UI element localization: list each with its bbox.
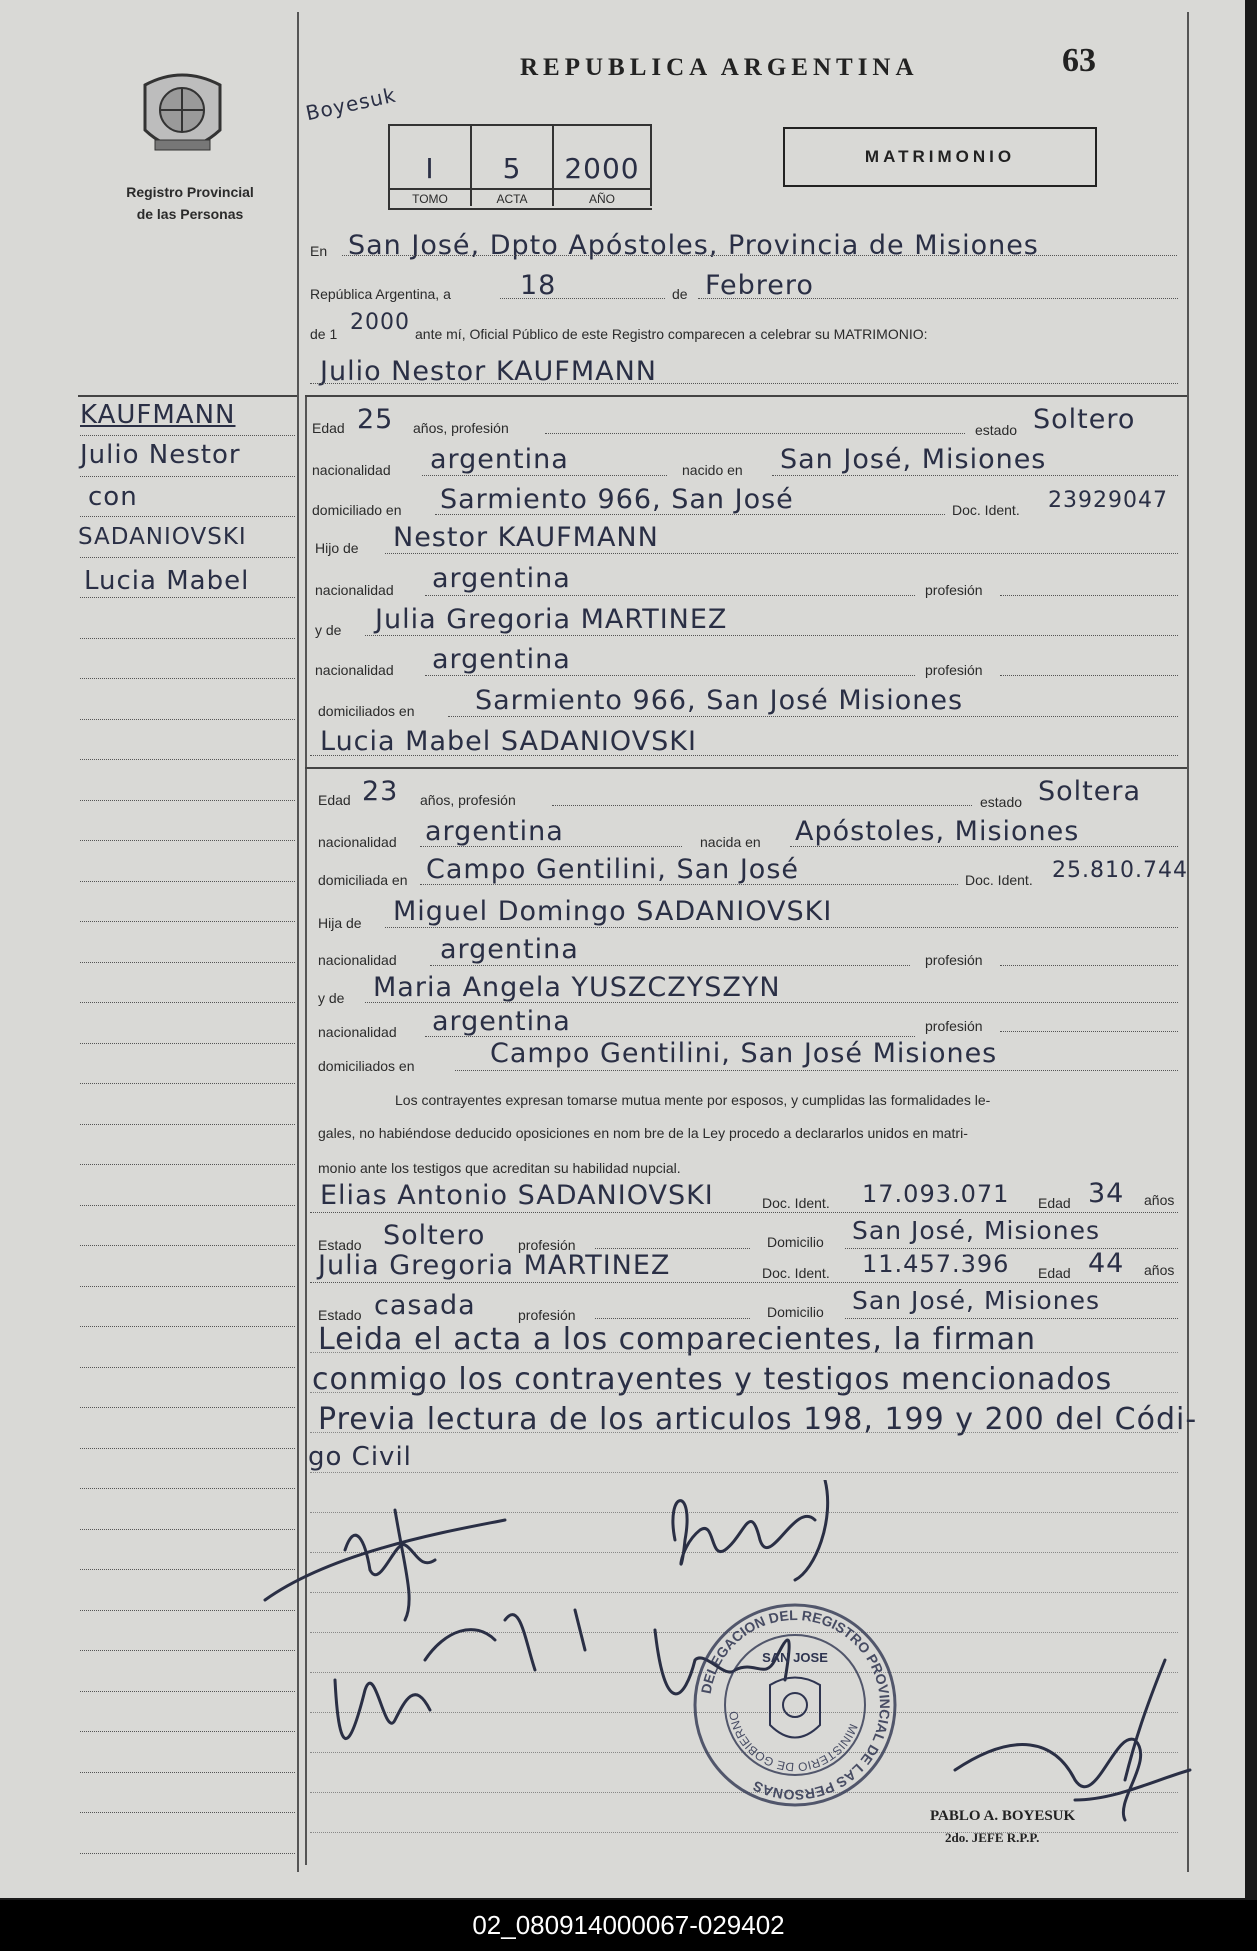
witness1-dom-label: Domicilio [767, 1234, 824, 1250]
tomo-cell [390, 126, 472, 206]
groom-father-prof-label: profesión [925, 582, 983, 598]
margin-rule [80, 476, 295, 477]
bride-parents-dom: Campo Gentilini, San José Misiones [490, 1038, 998, 1069]
groom-mother-nac: argentina [432, 644, 571, 675]
groom-estado-label: estado [975, 422, 1018, 438]
ano-value: 2000 [564, 152, 640, 185]
signature-rule [310, 1472, 1178, 1473]
bride-edad-label: Edad [318, 792, 351, 808]
official-stamp [690, 1600, 900, 1810]
margin-rule [80, 1205, 295, 1206]
place-value: San José, Dpto Apóstoles, Provincia de Misiones [348, 230, 1039, 261]
witness1-name: Elias Antonio SADANIOVSKI [320, 1180, 714, 1211]
registry-name: Registro Provincial [126, 184, 254, 200]
year-value: 2000 [350, 310, 410, 335]
groom-father-nac: argentina [432, 563, 571, 594]
groom-nacionalidad: argentina [430, 444, 569, 475]
ano-cell [554, 126, 652, 206]
margin-rule [80, 1245, 295, 1246]
margin-rule [80, 719, 295, 720]
signature-witness-1 [335, 1610, 585, 1739]
margin-rule [80, 1326, 295, 1327]
legal-line-1: Los contrayentes expresan tomarse mutua mente por esposos, y cumplidas las formalidades le- [395, 1092, 991, 1108]
tomo-value: I [425, 152, 435, 185]
witness1-edad: 34 [1088, 1178, 1125, 1209]
bride-domicilio: Campo Gentilini, San José [426, 854, 799, 885]
bride-mother-nac: argentina [432, 1006, 571, 1037]
corner-note: Boyesuk [303, 82, 399, 126]
margin-rule [80, 1083, 295, 1084]
groom-mother: Julia Gregoria MARTINEZ [375, 604, 728, 635]
closing-line-4: go Civil [308, 1442, 412, 1472]
record-type-box: MATRIMONIO [783, 127, 1097, 187]
republica-label: República Argentina, a [310, 286, 451, 302]
witness2-edad-label: Edad [1038, 1265, 1071, 1281]
margin-rule [80, 597, 295, 598]
signature-groom [265, 1510, 505, 1620]
margin-rule [80, 435, 295, 436]
closing-line-2: conmigo los contrayentes y testigos mencionados [312, 1362, 1113, 1397]
groom-dom-label: domiciliado en [312, 502, 402, 518]
groom-father: Nestor KAUFMANN [393, 522, 659, 553]
month-de-label: de [672, 286, 688, 302]
margin-rule [80, 881, 295, 882]
groom-doc-label: Doc. Ident. [952, 502, 1020, 518]
stamp-ring-text: DELEGACION DEL REGISTRO PROVINCIAL DE LAS PERSONAS [697, 1606, 894, 1804]
acta-value: 5 [502, 152, 522, 185]
closing-line-3: Previa lectura de los articulos 198, 199 y 200 del Códi- [318, 1402, 1198, 1437]
groom-mother-prof-label: profesión [925, 662, 983, 678]
witness2-dom: San José, Misiones [852, 1286, 1100, 1315]
margin-rule [80, 840, 295, 841]
margin-rule [80, 921, 295, 922]
groom-parents-dom: Sarmiento 966, San José Misiones [475, 685, 964, 716]
page-number: 63 [1062, 42, 1096, 79]
coat-of-arms-emblem [135, 65, 230, 165]
groom-name: Julio Nestor KAUFMANN [320, 356, 657, 387]
bride-mother-nac-label: nacionalidad [318, 1024, 397, 1040]
margin-rule [80, 1164, 295, 1165]
year-de-label: de 1 [310, 326, 338, 342]
intro-text: ante mí, Oficial Público de este Registro comparecen a celebrar su MATRIMONIO: [415, 326, 928, 342]
bride-estado-label: estado [980, 794, 1023, 810]
groom-prof-label: años, profesión [413, 420, 509, 436]
groom-nac-label: nacionalidad [312, 462, 391, 478]
signature-rule [310, 1432, 1178, 1433]
witness1-prof-label: profesión [518, 1237, 576, 1253]
margin-rule [80, 638, 295, 639]
bride-nacida: Apóstoles, Misiones [795, 816, 1080, 847]
margin-rule [80, 962, 295, 963]
groom-hijo-label: Hijo de [315, 540, 359, 556]
witness2-doc-label: Doc. Ident. [762, 1265, 830, 1281]
bride-father-nac: argentina [440, 934, 579, 965]
official-name: PABLO A. BOYESUK [930, 1808, 1076, 1824]
groom-estado: Soltero [1033, 404, 1136, 435]
bride-parents-dom-label: domiciliados en [318, 1058, 415, 1074]
bride-name: Lucia Mabel SADANIOVSKI [320, 726, 697, 757]
bride-father-nac-label: nacionalidad [318, 952, 397, 968]
margin-rule [80, 1043, 295, 1044]
bride-mother: Maria Angela YUSZCZYSZYN [373, 972, 781, 1003]
day-value: 18 [520, 270, 557, 301]
bride-edad: 23 [362, 776, 399, 807]
en-label: En [310, 243, 328, 259]
witness2-doc: 11.457.396 [862, 1250, 1010, 1278]
legal-line-3: monio ante los testigos que acreditan su habilidad nupcial. [318, 1160, 681, 1176]
margin-rule [80, 1286, 295, 1287]
svg-text:MINISTERIO DE GOBIERNO [726, 1710, 860, 1774]
signature-official [955, 1660, 1190, 1820]
bride-dom-label: domiciliada en [318, 872, 408, 888]
margin-groom-surname: KAUFMANN [80, 400, 236, 430]
bride-yde-label: y de [318, 990, 345, 1006]
bride-estado: Soltera [1038, 776, 1142, 807]
registry-name-line2: de las Personas [136, 206, 244, 222]
record-number-box [388, 124, 652, 210]
ano-label: AÑO [554, 188, 650, 206]
groom-edad: 25 [357, 404, 394, 435]
bride-nac-label: nacionalidad [318, 834, 397, 850]
month-value: Febrero [705, 270, 814, 301]
stamp-center-text: SAN JOSE [762, 1650, 828, 1665]
bride-father-prof-label: profesión [925, 952, 983, 968]
margin-rule [80, 1002, 295, 1003]
closing-line-1: Leida el acta a los comparecientes, la firman [318, 1322, 1037, 1357]
margin-con: con [88, 482, 138, 512]
stamp-inner-text: MINISTERIO DE GOBIERNO [726, 1710, 861, 1775]
margin-rule [80, 557, 295, 558]
witness1-edad-label: Edad [1038, 1195, 1071, 1211]
footer-id: 02_080914000067-029402 [0, 1900, 1257, 1951]
witness2-dom-label: Domicilio [767, 1304, 824, 1320]
groom-nacido-label: nacido en [682, 462, 743, 478]
witness2-prof-label: profesión [518, 1307, 576, 1323]
bride-prof-label: años, profesión [420, 792, 516, 808]
groom-nacido: San José, Misiones [780, 444, 1047, 475]
margin-bride-name: Lucia Mabel [84, 566, 250, 596]
margin-bride-surname: SADANIOVSKI [78, 524, 247, 550]
bride-doc: 25.810.744 [1052, 858, 1188, 883]
margin-top-rule [78, 395, 297, 397]
signature-rule [310, 1392, 1178, 1393]
witness2-anos-label: años [1144, 1262, 1175, 1278]
margin-groom-name: Julio Nestor [80, 440, 241, 470]
witness1-doc: 17.093.071 [862, 1180, 1010, 1208]
witness2-estado-label: Estado [318, 1307, 362, 1323]
official-title: 2do. JEFE R.P.P. [945, 1830, 1040, 1845]
witness1-anos-label: años [1144, 1192, 1175, 1208]
tomo-label: TOMO [390, 188, 470, 206]
acta-cell [472, 126, 554, 206]
groom-yde-label: y de [315, 622, 342, 638]
margin-rule [80, 1124, 295, 1125]
groom-doc: 23929047 [1048, 488, 1168, 513]
witness2-name: Julia Gregoria MARTINEZ [318, 1250, 671, 1281]
groom-edad-label: Edad [312, 420, 345, 436]
bride-nacionalidad: argentina [425, 816, 564, 847]
bride-hija-label: Hija de [318, 915, 362, 931]
witness1-dom: San José, Misiones [852, 1216, 1100, 1245]
margin-rule [80, 678, 295, 679]
margin-rule [80, 759, 295, 760]
signature-bride [673, 1480, 828, 1580]
witness2-edad: 44 [1088, 1248, 1125, 1279]
margin-rule [80, 800, 295, 801]
margin-rule [80, 1448, 295, 1449]
groom-mother-nac-label: nacionalidad [315, 662, 394, 678]
margin-rule [80, 1367, 295, 1368]
margin-rule [80, 516, 295, 517]
margin-rule [80, 1407, 295, 1408]
bride-nacida-label: nacida en [700, 834, 761, 850]
legal-line-2: gales, no habiéndose deducido oposiciones en nom bre de la Ley procedo a declararlos unidos en matri- [318, 1125, 968, 1141]
bride-father: Miguel Domingo SADANIOVSKI [393, 896, 833, 927]
groom-parents-dom-label: domiciliados en [318, 703, 415, 719]
witness1-doc-label: Doc. Ident. [762, 1195, 830, 1211]
country-title: REPUBLICA ARGENTINA [520, 54, 919, 81]
groom-father-nac-label: nacionalidad [315, 582, 394, 598]
bride-mother-prof-label: profesión [925, 1018, 983, 1034]
signature-rule [310, 1352, 1178, 1353]
groom-domicilio: Sarmiento 966, San José [440, 484, 794, 515]
stamp-emblem [770, 1678, 820, 1738]
witness2-estado: casada [374, 1290, 476, 1321]
acta-label: ACTA [472, 188, 552, 206]
witness1-estado-label: Estado [318, 1237, 362, 1253]
witness1-estado: Soltero [383, 1220, 486, 1251]
bride-doc-label: Doc. Ident. [965, 872, 1033, 888]
